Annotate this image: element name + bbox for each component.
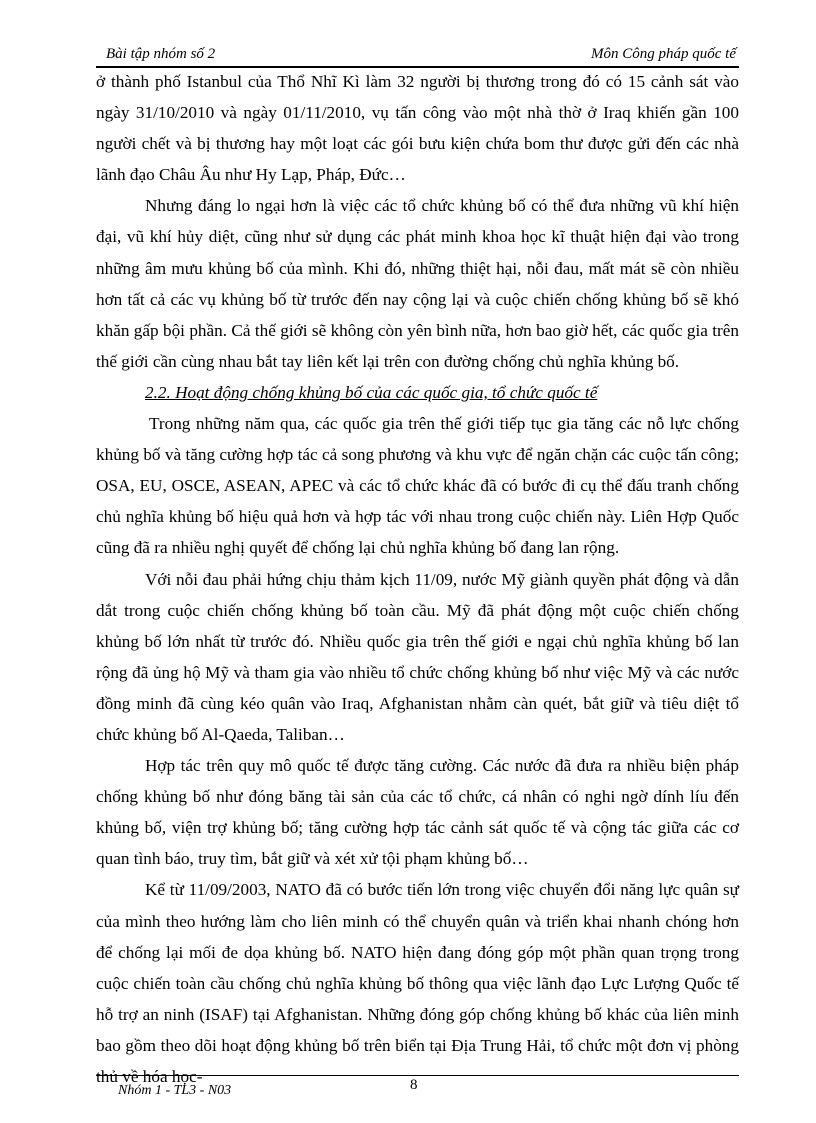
- header-left-text: Bài tập nhóm số 2: [106, 46, 216, 62]
- paragraph-continuation: ở thành phố Istanbul của Thổ Nhĩ Kì làm 32 người bị thương trong đó có 15 cảnh sát vào ngày 31/10/2010 và ngày 01/11/2010, vụ tấn công vào một nhà thờ ở Iraq khiến gần 100 người chết và bị thương hay một loạt các gói bưu kiện chứa bom thư được gửi đến các nhà lãnh đạo Châu Âu như Hy Lạp, Pháp, Đức…: [96, 72, 739, 185]
- document-body: [96, 66, 739, 1092]
- section-heading: 2.2. Hoạt động chống khủng bố của các quốc gia, tổ chức quốc tế: [145, 382, 598, 402]
- paragraph: Hợp tác trên quy mô quốc tế được tăng cường. Các nước đã đưa ra nhiều biện pháp chống khủng bố như đóng băng tài sản của các tổ chức, cá nhân có nghi ngờ dính líu đến khủng bố, viện trợ khủng bố; tăng cường hợp tác cảnh sát quốc tế và cộng tác giữa các cơ quan tình báo, truy tìm, bắt giữ và xét xử tội phạm khủng bố…: [96, 756, 739, 869]
- header-right-text: Môn Công pháp quốc tế: [591, 46, 736, 62]
- paragraph: Nhưng đáng lo ngại hơn là việc các tổ chức khủng bố có thể đưa những vũ khí hiện đại, vũ khí hủy diệt, cũng như sử dụng các phát minh khoa học kĩ thuật hiện đại vào trong những âm mưu khủng bố của mình. Khi đó, những thiệt hại, nỗi đau, mất mát sẽ còn nhiều hơn tất cả các vụ khủng bố từ trước đến nay cộng lại và cuộc chiến chống khủng bố sẽ khó khăn gấp bội phần. Cả thế giới sẽ không còn yên bình nữa, hơn bao giờ hết, các quốc gia trên thế giới cần cùng nhau bắt tay liên kết lại trên con đường chống chủ nghĩa khủng bố.: [96, 196, 739, 371]
- footer-rule: [96, 1075, 739, 1076]
- page-header: [96, 44, 736, 66]
- page-number: 8: [410, 1077, 418, 1093]
- footer-group-label: Nhóm 1 - TL3 - N03: [118, 1083, 232, 1098]
- paragraph: Trong những năm qua, các quốc gia trên thế giới tiếp tục gia tăng các nỗ lực chống khủng bố và tăng cường hợp tác cả song phương và khu vực để ngăn chặn các cuộc tấn công; OSA, EU, OSCE, ASEAN, APEC và các tổ chức khác đã có bước đi cụ thể đấu tranh chống chủ nghĩa khủng bố hiệu quả hơn và hợp tác với nhau trong cuộc chiến này. Liên Hợp Quốc cũng đã ra nhiều nghị quyết để chống lại chủ nghĩa khủng bố đang lan rộng.: [96, 414, 739, 558]
- paragraph: Kể từ 11/09/2003, NATO đã có bước tiến lớn trong việc chuyển đổi năng lực quân sự của mình theo hướng làm cho liên minh có thể chuyển quân và triển khai nhanh chóng hơn để chống lại mối đe dọa khủng bố. NATO hiện đang đóng góp một phần quan trọng trong cuộc chiến toàn cầu chống chủ nghĩa khủng bố thông qua việc lãnh đạo Lực Lượng Quốc tế hỗ trợ an ninh (ISAF) tại Afghanistan. Những đóng góp chống khủng bố khác của liên minh bao gồm theo dõi hoạt động khủng bố trên biển tại Địa Trung Hải, tổ chức một đơn vị phòng thủ về hóa học-: [96, 880, 739, 1086]
- paragraph: Với nỗi đau phải hứng chịu thảm kịch 11/09, nước Mỹ giành quyền phát động và dẫn dắt trong cuộc chiến chống khủng bố toàn cầu. Mỹ đã phát động một cuộc chiến chống khủng bố lớn nhất từ trước đó. Nhiều quốc gia trên thế giới e ngại chủ nghĩa khủng bố lan rộng đã ủng hộ Mỹ và tham gia vào nhiều tổ chức chống khủng bố như việc Mỹ và các nước đồng minh đã cùng kéo quân vào Iraq, Afghanistan nhằm càn quét, bắt giữ và tiêu diệt tổ chức khủng bố Al-Qaeda, Taliban…: [96, 569, 739, 744]
